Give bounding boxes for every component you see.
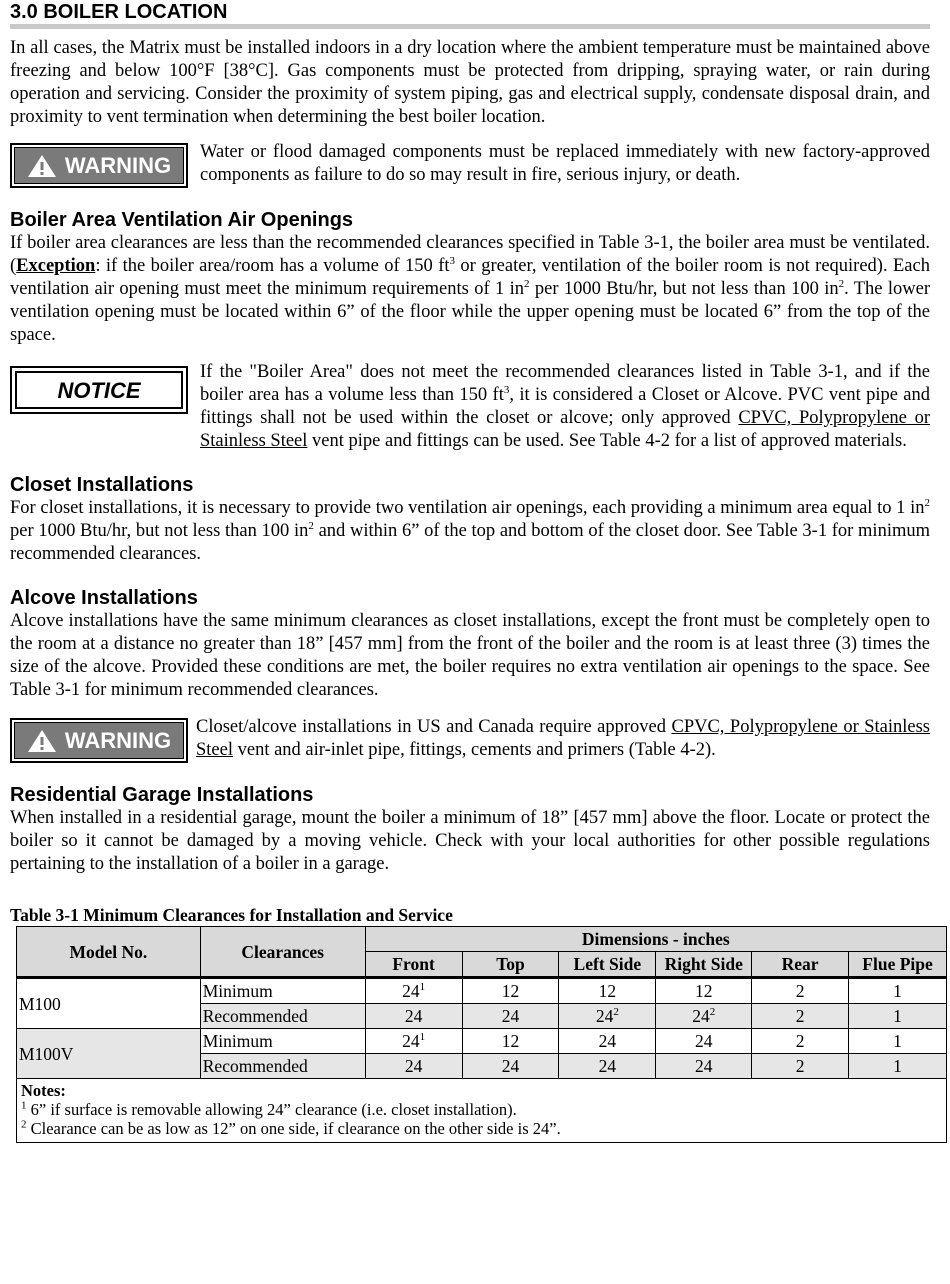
note-2: $^2$ Clearance can be as low as 12” on one side, if clearance on the other side is 24”. — [21, 1118, 561, 1138]
notice-badge-label: NOTICE — [15, 371, 183, 409]
table-cell: 2 — [752, 1029, 849, 1054]
model-cell: M100V — [17, 1029, 201, 1079]
table-cell: 24 — [365, 1004, 462, 1029]
notice-callout — [10, 363, 930, 453]
column-header: Flue Pipe — [849, 952, 947, 978]
table-cell: 24 — [559, 1054, 656, 1079]
column-header: Left Side — [559, 952, 656, 978]
notice-text: If the "Boiler Area" does not meet the recommended clearances listed in Table 3-1, and if the boiler area has a volume less than 150 $ft^3$, it is considered a Closet or Alcove. PVC vent pipe and fittings shall not be used within the closet or alcove; only approved CPVC, Polypropylene or Stainless Steel vent pipe and fittings can be used. See Table 4-2 for a list of approved materials. — [200, 362, 931, 451]
garage-paragraph: When installed in a residential garage, mount the boiler a minimum of 18” [457 mm] above the floor. Locate or protect the boiler so it cannot be damaged by a moving vehicle. Check with your local authorities for other possible regulations pertaining to the installation of a boiler in a garage. — [10, 808, 930, 874]
table-notes — [17, 1079, 947, 1143]
table-cell: 12 — [462, 1029, 559, 1054]
table-cell: 24 — [559, 1029, 656, 1054]
clearance-label: Minimum — [200, 978, 365, 1004]
notice-badge — [10, 366, 188, 414]
manual-page — [10, 0, 933, 1143]
warning-badge-label: WARNING — [64, 153, 172, 178]
exception-label: Exception — [16, 256, 96, 276]
table-cell: 1 — [849, 1029, 947, 1054]
table-cell: 1 — [849, 1004, 947, 1029]
table-cell: 12 — [656, 978, 752, 1004]
column-header: Clearances — [200, 927, 365, 978]
closet-paragraph: For closet installations, it is necessary to provide two ventilation air openings, each providing a minimum area equal to 1 $in^2$ per 1000 Btu/hr, but not less than 100 $in^2$ and within 6” of the top and bottom of the closet door. See Table 3-1 for minimum recommended clearances. — [10, 496, 930, 564]
model-cell: M100 — [17, 978, 201, 1029]
note-1: $^1$ 6” if surface is removable allowing 24” clearance (i.e. closet installation). — [21, 1099, 517, 1119]
notes-title: Notes: — [21, 1081, 66, 1100]
warning-text: Closet/alcove installations in US and Canada require approved CPVC, Polypropylene or Stainless Steel vent and air-inlet pipe, fittings, cements and primers (Table 4-2). — [196, 717, 931, 760]
table-notes-row — [17, 1079, 947, 1143]
clearance-label: Minimum — [200, 1029, 365, 1054]
table-cell: 24 — [656, 1029, 752, 1054]
column-header: Rear — [752, 952, 849, 978]
column-header: Top — [462, 952, 559, 978]
warning-triangle-icon — [27, 729, 57, 753]
warning-badge — [10, 143, 188, 188]
warning-badge — [10, 718, 188, 763]
table-cell: $24^1$ — [365, 978, 462, 1004]
table-cell: 2 — [752, 1054, 849, 1079]
table-header-row — [17, 927, 947, 952]
section-title: 3.0 BOILER LOCATION — [10, 1, 228, 23]
section-rule — [10, 24, 930, 29]
clearance-label: Recommended — [200, 1054, 365, 1079]
table-cell: $24^2$ — [656, 1004, 752, 1029]
ventilation-paragraph: If boiler area clearances are less than the recommended clearances specified in Table 3-1, the boiler area must be ventilated. (Exception: if the boiler area/room has a volume of 150 $ft^3$ or greater, ventilation of the boiler room is not required). Each ventilation air opening must meet the minimum requirements of 1 $in^2$ per 1000 Btu/hr, but not less than 100 $in^2$. The lower ventilation opening must be located within 6” of the floor while the upper opening must be located 6” from the top of the space. — [10, 233, 930, 345]
warning-callout-1 — [10, 143, 930, 188]
garage-heading: Residential Garage Installations — [10, 784, 314, 806]
table-cell: 1 — [849, 1054, 947, 1079]
approved-materials-text: CPVC, Polypropylene or Stainless Steel — [200, 408, 931, 451]
approved-materials-text: CPVC, Polypropylene or Stainless Steel — [196, 717, 931, 760]
column-header: Front — [365, 952, 462, 978]
warning-badge-label: WARNING — [64, 728, 172, 753]
warning-triangle-icon — [27, 154, 57, 178]
table-cell: 2 — [752, 1004, 849, 1029]
alcove-paragraph: Alcove installations have the same minimum clearances as closet installations, except the front must be completely open to the room at a distance no greater than 18” [457 mm] from the front of the boiler and the room is at least three (3) times the size of the alcove. Provided these conditions are met, the boiler requires no extra ventilation air openings to the space. See Table 3-1 for minimum recommended clearances. — [10, 611, 930, 700]
ventilation-heading: Boiler Area Ventilation Air Openings — [10, 209, 354, 231]
intro-paragraph: In all cases, the Matrix must be installed indoors in a dry location where the ambient temperature must be maintained above freezing and below 100°F [38°C]. Gas components must be protected from dripping, spraying water, or rain during operation and servicing. Consider the proximity of system piping, gas and electrical supply, condensate disposal drain, and proximity to vent termination when determining the best boiler location. — [10, 38, 930, 127]
closet-heading: Closet Installations — [10, 474, 194, 496]
table-caption: Table 3-1 Minimum Clearances for Installation and Service — [10, 905, 453, 925]
table-cell: 24 — [462, 1004, 559, 1029]
table-cell: 12 — [559, 978, 656, 1004]
column-header: Right Side — [656, 952, 752, 978]
table-cell: 1 — [849, 978, 947, 1004]
table-cell: 24 — [462, 1054, 559, 1079]
warning-text: Water or flood damaged components must be replaced immediately with new factory-approved components as failure to do so may result in fire, serious injury, or death. — [200, 142, 930, 185]
table-cell: 2 — [752, 978, 849, 1004]
table-row — [17, 978, 947, 1004]
column-header: Model No. — [17, 927, 201, 978]
table-cell: $24^1$ — [365, 1029, 462, 1054]
warning-callout-2 — [10, 718, 930, 763]
table-cell: 24 — [365, 1054, 462, 1079]
clearance-label: Recommended — [200, 1004, 365, 1029]
table-cell: $24^2$ — [559, 1004, 656, 1029]
column-group-header: Dimensions - inches — [365, 927, 946, 952]
alcove-heading: Alcove Installations — [10, 587, 198, 609]
table-row — [17, 1029, 947, 1054]
table-cell: 12 — [462, 978, 559, 1004]
table-cell: 24 — [656, 1054, 752, 1079]
clearances-table — [16, 926, 947, 1143]
